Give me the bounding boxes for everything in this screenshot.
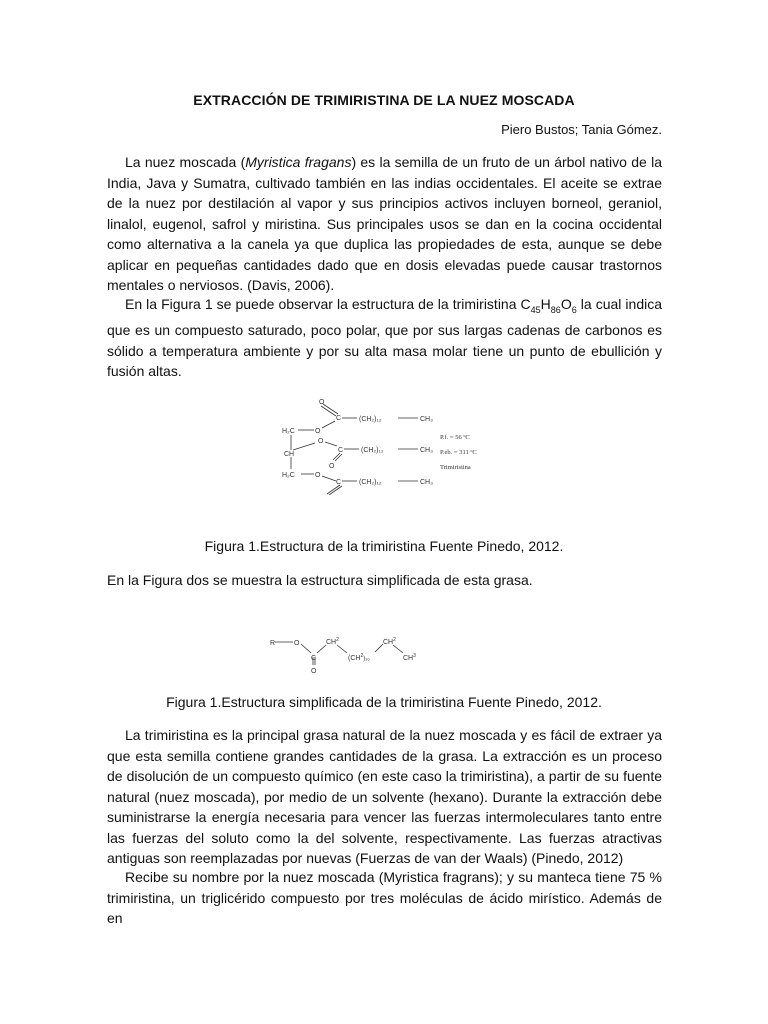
fig1-ch3-3: CH₃ [420,479,433,486]
fig1-c1: C [336,415,342,422]
fig2-ch2-b-base: CH [383,639,394,646]
fig2-chain [348,653,370,662]
fig1-chain3: (CH₂)₁₂ [359,479,382,486]
document-title: EXTRACCIÓN DE TRIMIRISTINA DE LA NUEZ MOSCADA [193,92,575,108]
fig1-c3: C [336,479,342,486]
paragraph-figure1-description [107,294,662,382]
fig1-melting-point: P.f. = 56 ºC [440,434,470,441]
fig1-o1: O [315,428,321,435]
p2-h: H [540,296,551,312]
fig2-ch2-a-sup: 2 [336,637,339,643]
fig1-o-top: O [319,399,325,406]
p2-text-after: la cual indica que es un compuesto saturado, poco polar, que por sus largas cadenas de carbonos es sólido a temperatura ambiente y por su alta masa molar tiene un punto de ebullición y fusión altas. [107,296,662,380]
p2-text-before: En la Figura 1 se puede observar la estructura de la trimiristina C [125,296,531,312]
figure1-svg [280,395,510,495]
paragraph-extraction [107,725,662,869]
fig1-h2c-bot: H₂C [282,472,295,479]
fig2-ch3 [403,653,416,662]
fig1-chain1: (CH₂)₁₂ [359,416,382,423]
fig1-ch: CH [284,451,295,458]
fig2-r: R [270,640,276,647]
fig2-ch3-sup: 3 [413,653,416,659]
figure1-structure [280,395,510,495]
p2-sub-6: 6 [571,304,577,315]
paragraph-intro [107,152,662,296]
fig1-compound-name: Trimiristina [440,464,471,471]
fig1-o2: O [318,438,324,445]
fig2-ch2-a-base: CH [326,639,337,646]
fig1-chain2: (CH₂)₁₂ [361,447,384,454]
fig2-o-bottom: O [311,668,317,675]
p5-text: Recibe su nombre por la nuez moscada (Myristica fragrans); y su manteca tiene 75 % trimiristina, un triglicérido compuesto por tres moléculas de ácido mirístico. Además de en [107,869,662,926]
fig1-ch3-1: CH₃ [420,416,433,423]
fig2-ch2-b-sup: 2 [393,637,396,643]
fig2-c: C [311,655,317,662]
p4-text: La trimiristina es la principal grasa natural de la nuez moscada y es fácil de extraer ya que esta semilla contiene grandes cantidades de la grasa. La extracción es un proceso de disolución de un compuesto químico (en este caso la trimiristina), a partir de su fuente natural (nuez moscada), por medio de un solvente (hexano). Durante la extracción debe suministrarse la energía necesaria para vencer las fuerzas intermoleculares tanto entre las fuerzas del soluto como la del solvente, respectivamente. Las fuerzas atractivas antiguas son reemplazadas por nuevas (Fuerzas de van der Waals) (Pinedo, 2012) [107,727,662,866]
fig1-o3: O [315,472,321,479]
paragraph-name-origin [107,867,662,929]
figure2-structure [265,630,430,675]
fig2-chain-sup: 2 [360,653,364,659]
fig2-ch2-b [383,637,396,646]
figure2-svg [265,630,430,675]
fig1-h2c-top: H₂C [282,428,295,435]
fig1-ch3-2: CH₃ [420,447,433,454]
p1-text-before: La nuez moscada ( [125,154,246,170]
fig1-c2: C [338,447,344,454]
figure2-caption: Figura 1.Estructura simplificada de la trimiristina Fuente Pinedo, 2012. [166,694,602,710]
p2-sub-45: 45 [530,304,541,315]
fig1-o-mid: O [329,463,335,470]
fig2-chain-end: )₁₀ [363,656,370,662]
figure1-caption: Figura 1.Estructura de la trimiristina Fuente Pinedo, 2012. [204,538,564,554]
fig1-boiling-point: P.eb. = 311 ºC [440,449,477,456]
p2-o: O [560,296,572,312]
paragraph-figure2-intro: En la Figura dos se muestra la estructura simplificada de esta grasa. [107,572,533,588]
p1-text-after: ) es la semilla de un fruto de un árbol nativo de la India, Java y Sumatra, cultivado también en las indias occidentales. El aceite se extrae de la nuez por destilación al vapor y sus principios activos incluyen borneol, geraniol, linalol, eugenol, safrol y miristina. Sus principales usos se dan en la cocina occidental como alternativa a la canela ya que duplica las propiedades de esta, aunque se debe aplicar en pequeñas cantidades dado que en dosis elevadas puede causar trastornos mentales o nerviosos. (Davis, 2006). [107,154,662,293]
p2-sub-86: 86 [550,304,561,315]
p1-italic-species: Myristica fragans [245,154,352,170]
fig2-ch2-a [326,637,339,646]
fig2-chain-base: (CH [348,655,361,662]
fig2-o: O [294,640,300,647]
fig2-ch3-base: CH [403,655,414,662]
document-authors: Piero Bustos; Tania Gómez. [501,122,662,137]
